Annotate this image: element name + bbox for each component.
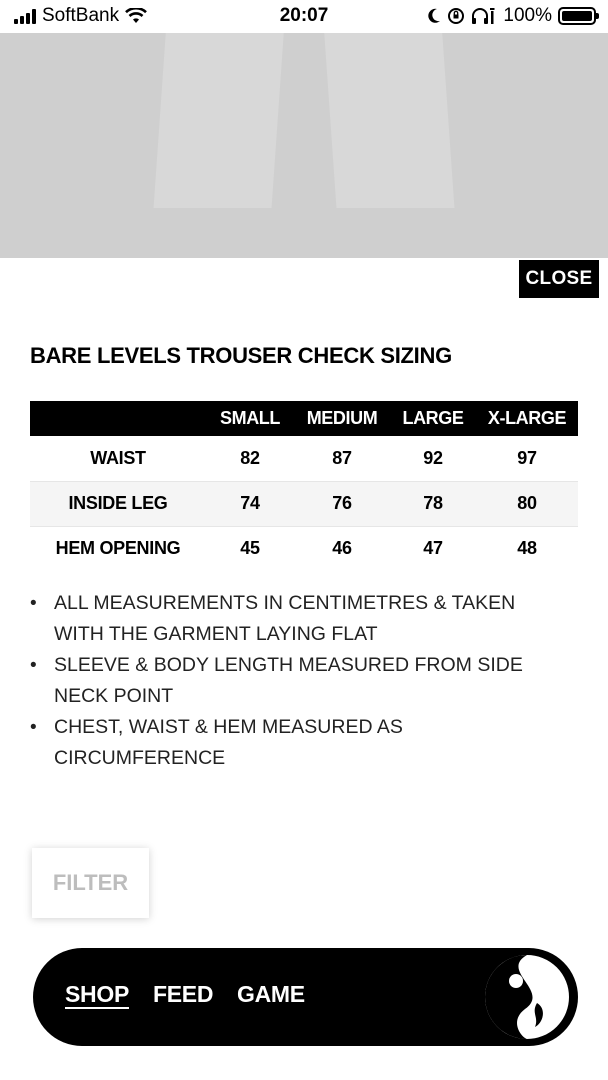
table-cell: 80 (476, 481, 578, 526)
header-cell-large: LARGE (390, 401, 476, 436)
status-time: 20:07 (279, 5, 329, 26)
orientation-lock-icon (447, 7, 465, 25)
table-cell: 87 (332, 447, 352, 468)
measurement-notes (30, 588, 570, 774)
list-item: • ALL MEASUREMENTS IN CENTIMETRES & TAKEN WITH THE GARMENT LAYING FLAT (30, 588, 570, 650)
row-label: WAIST (90, 447, 146, 468)
header-cell-small: SMALL (206, 401, 294, 436)
nav-item-feed[interactable]: FEED (153, 981, 214, 1007)
header-cell-x-large: X-LARGE (476, 401, 578, 436)
close-button[interactable]: CLOSE (519, 260, 599, 298)
size-table-header (30, 401, 578, 436)
header-cell-medium: MEDIUM (294, 401, 390, 436)
table-cell: 74 (206, 481, 294, 526)
row-label: INSIDE LEG (30, 481, 206, 526)
table-cell: 92 (423, 447, 443, 468)
status-bar (0, 0, 608, 33)
status-right (427, 5, 596, 27)
header-cell-empty (30, 401, 206, 436)
carrier-label: SoftBank (42, 5, 120, 26)
moon-icon (427, 8, 441, 24)
nav-item-game[interactable]: GAME (237, 981, 305, 1007)
table-cell: 82 (240, 447, 260, 468)
yin-yang-logo-icon[interactable] (481, 951, 573, 1043)
page-title: BARE LEVELS TROUSER CHECK SIZING (30, 343, 452, 368)
table-row (30, 481, 578, 526)
list-item: • SLEEVE & BODY LENGTH MEASURED FROM SIDE NECK POINT (30, 650, 570, 712)
table-cell: 78 (390, 481, 476, 526)
table-cell: 47 (423, 538, 443, 559)
table-cell: 45 (240, 538, 260, 559)
battery-icon (558, 7, 596, 25)
table-row (30, 526, 578, 571)
size-table (30, 401, 578, 571)
list-item: • CHEST, WAIST & HEM MEASURED AS CIRCUMFERENCE (30, 712, 570, 774)
product-image (0, 33, 608, 258)
trouser-leg-left (154, 33, 285, 208)
table-cell: 97 (517, 447, 537, 468)
headphones-icon (471, 7, 497, 25)
table-cell: 48 (517, 538, 537, 559)
table-row (30, 436, 578, 481)
filter-button[interactable]: FILTER (32, 848, 149, 918)
row-label: HEM OPENING (55, 538, 181, 559)
table-cell: 46 (332, 538, 352, 559)
bottom-nav (33, 948, 578, 1046)
trouser-leg-right (324, 33, 455, 208)
battery-percent: 100% (503, 5, 552, 26)
table-cell: 76 (294, 481, 390, 526)
nav-item-shop[interactable]: SHOP (65, 981, 129, 1007)
